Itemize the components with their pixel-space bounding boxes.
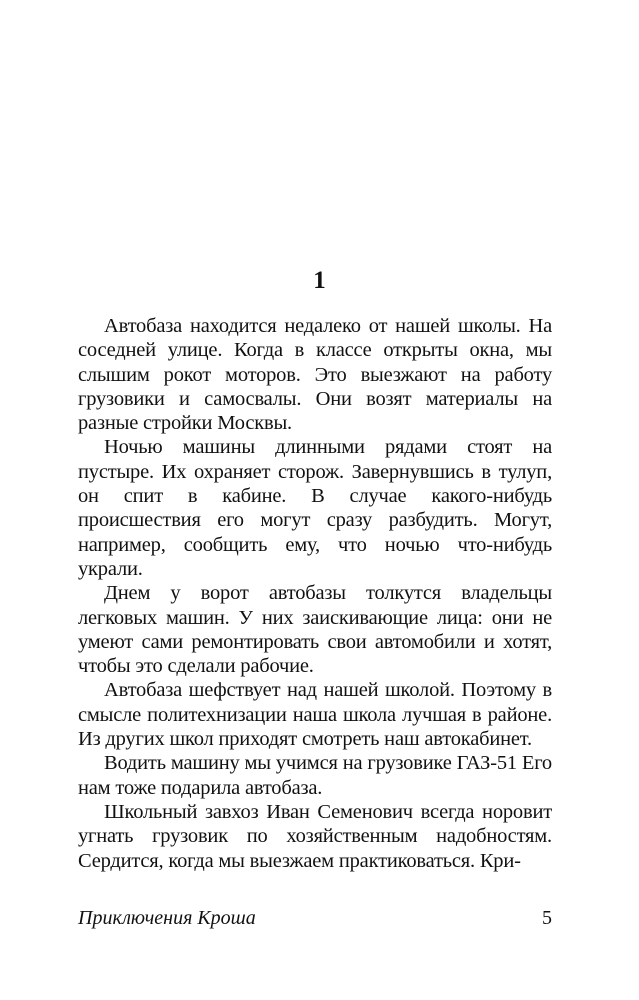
- paragraph: Автобаза находится недалеко от нашей школы. На соседней улице. Когда в классе открыты окна, мы слышим рокот моторов. Это выезжают на работу грузовики и самосвалы. Они возят материалы на разные стройки Москвы.: [78, 315, 552, 435]
- paragraph: Ночью машины длинными рядами стоят на пустыре. Их охраняет сторож. Завернувшись в тулуп, он спит в кабине. В случае какого-нибудь происшествия его могут сразу разбудить. Могут, например, сообщить ему, что ночью что-нибудь украли.: [78, 436, 552, 580]
- paragraph: Школьный завхоз Иван Семенович всегда норовит угнать грузовик по хозяйственным надобностям. Сердится, когда мы выезжаем практиковаться. Кри-: [78, 800, 552, 872]
- chapter-number: 1: [313, 267, 326, 294]
- body-text: [78, 314, 552, 873]
- running-footer-title: Приключения Кроша: [78, 907, 256, 929]
- paragraph: Днем у ворот автобазы толкутся владельцы легковых машин. У них заискивающие лица: они не умеют сами ремонтировать свои автомобили и хотят, чтобы это сделали рабочие.: [78, 582, 552, 678]
- paragraph: Автобаза шефствует над нашей школой. Поэтому в смысле политехнизации наша школа лучшая в районе. Из других школ приходят смотреть наш автокабинет.: [78, 679, 552, 751]
- page-number: 5: [542, 907, 552, 929]
- paragraph: Водить машину мы учимся на грузовике ГАЗ-51 Его нам тоже подарила автобаза.: [78, 752, 552, 799]
